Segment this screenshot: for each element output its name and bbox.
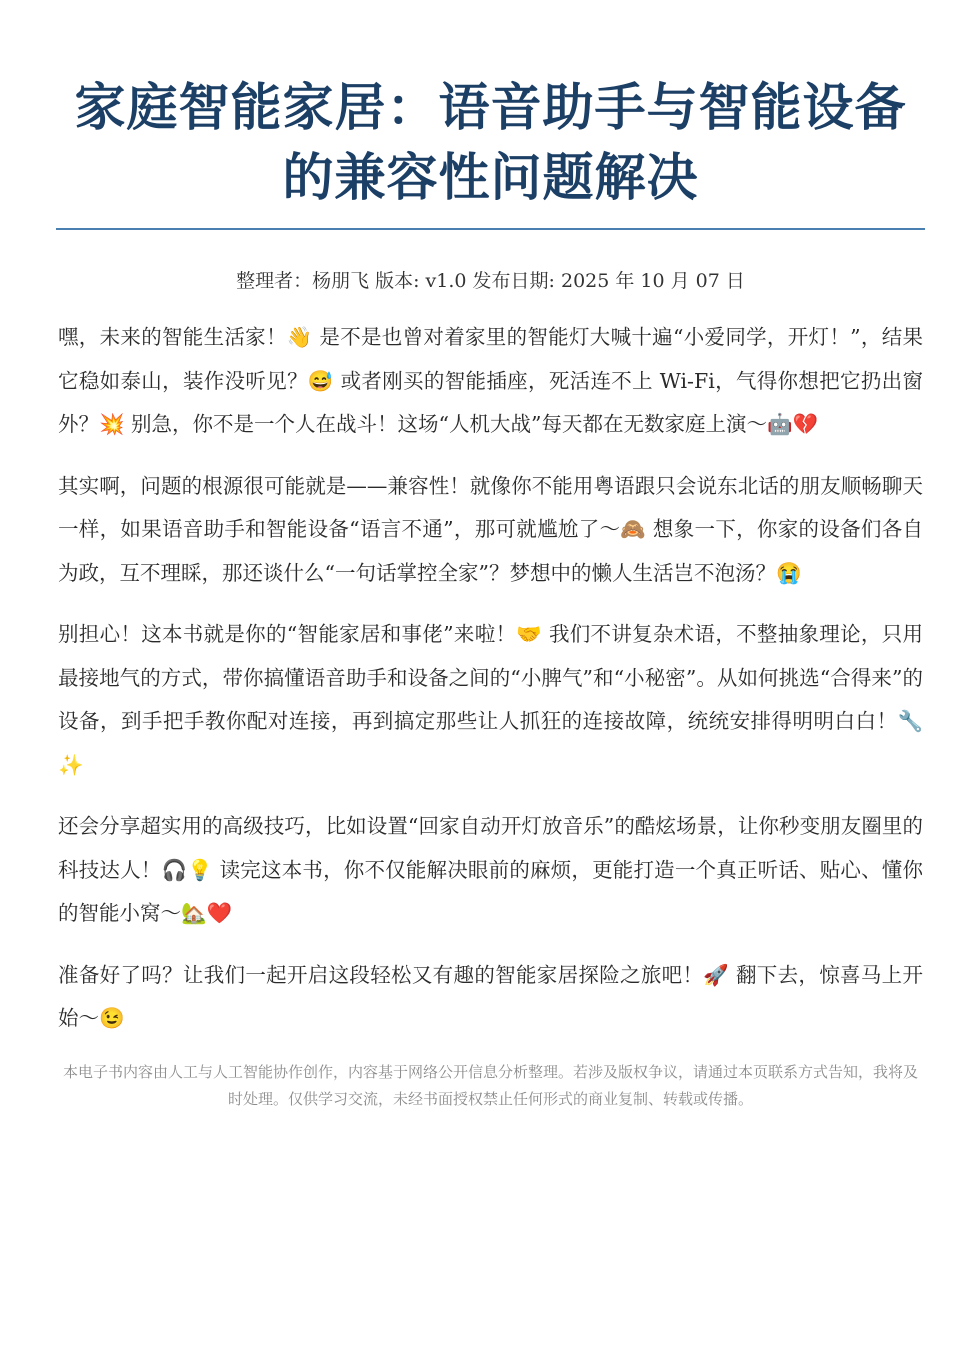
paragraph-compatibility: 其实啊，问题的根源很可能就是——兼容性！就像你不能用粤语跟只会说东北话的朋友顺畅聊天一样，如果语音助手和智能设备“语言不通”，那可就尴尬了～🙈 想象一下，你家的设备们各自为政，互不理睬，那还谈什么“一句话掌控全家”？梦想中的懒人生活岂不泡汤？😭 (58, 473, 923, 585)
paragraph-advanced-tips: 还会分享超实用的高级技巧，比如设置“回家自动开灯放音乐”的酷炫场景，让你秒变朋友圈里的科技达人！🎧💡 读完这本书，你不仅能解决眼前的麻烦，更能打造一个真正听话、贴心、懂你的智能小窝～🏡❤️ (58, 814, 923, 925)
title-divider (56, 228, 925, 230)
paragraph-call-to-action: 准备好了吗？让我们一起开启这段轻松又有趣的智能家居探险之旅吧！🚀 翻下去，惊喜马上开始～😉 (58, 962, 923, 1030)
paragraph-book-purpose: 别担心！这本书就是你的“智能家居和事佬”来啦！🤝 我们不讲复杂术语，不整抽象理论，只用最接地气的方式，带你搞懂语音助手和设备之间的“小脾气”和“小秘密”。从如何挑选“合得来”的设备，到手把手教你配对连接，再到搞定那些让人抓狂的连接故障，统统安排得明明白白！🔧✨ (58, 622, 923, 777)
paragraph-intro: 嘿，未来的智能生活家！👋 是不是也曾对着家里的智能灯大喊十遍“小爱同学，开灯！”，结果它稳如泰山，装作没听见？😅 或者刚买的智能插座，死活连不上 Wi-Fi，气得你想把它扔出窗外？💥 别急，你不是一个人在战斗！这场“人机大战”每天都在无数家庭上演～🤖💔 (58, 325, 923, 436)
document-body (58, 316, 923, 1041)
copyright-disclaimer: 本电子书内容由人工与人工智能协作创作，内容基于网络公开信息分析整理。若涉及版权争议，请通过本页联系方式告知，我将及时处理。仅供学习交流，未经书面授权禁止任何形式的商业复制、转载或传播。 (62, 1062, 918, 1108)
document-title: 家庭智能家居：语音助手与智能设备的兼容性问题解决 (74, 79, 907, 208)
document-meta: 整理者：杨朋飞 版本: v1.0 发布日期: 2025 年 10 月 07 日 (236, 270, 745, 292)
